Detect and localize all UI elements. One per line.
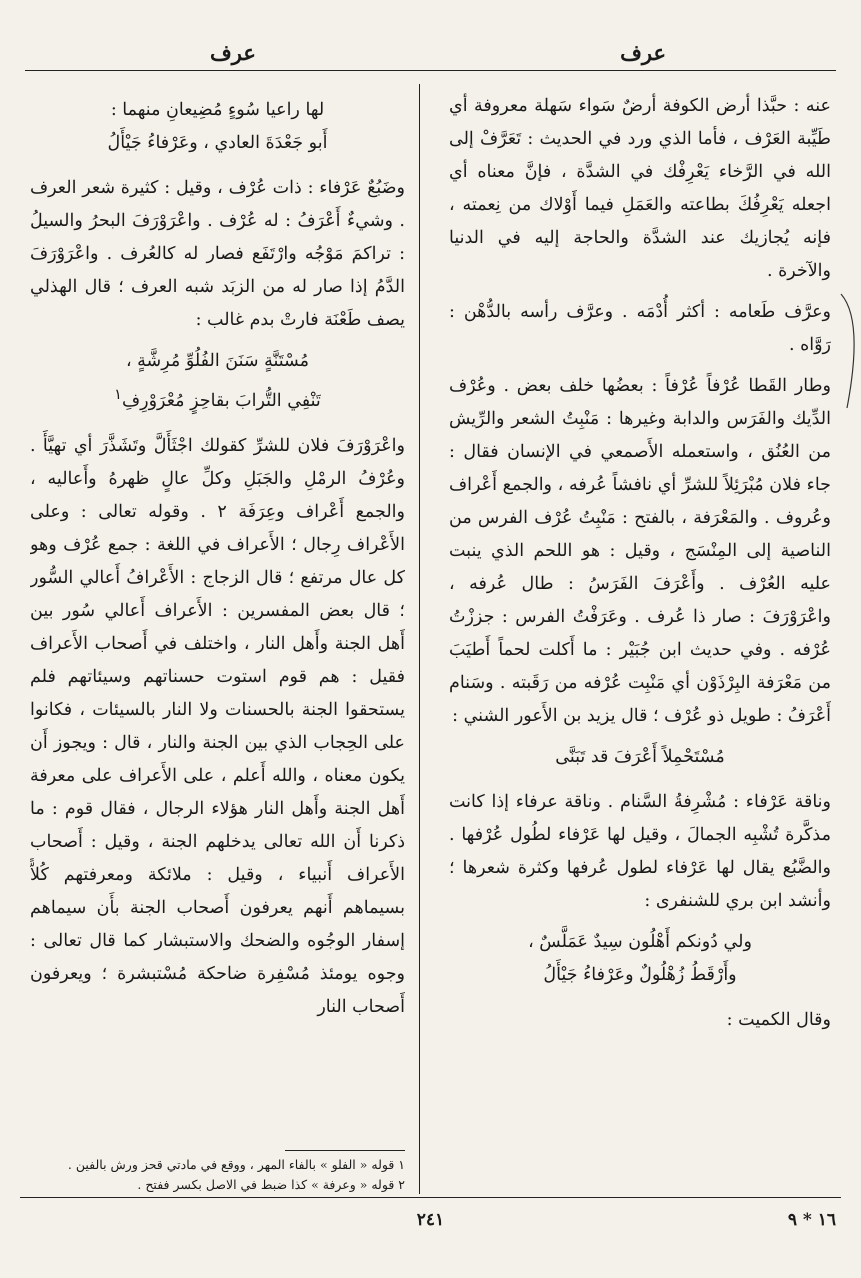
column-divider	[419, 84, 420, 1194]
verse	[449, 926, 831, 992]
verse-line: مُسْتَنَّةٍ سَنَنَ الفُلُوِّ مُرِشَّةٍ ،	[125, 351, 310, 371]
footnote-marker: ١	[114, 386, 123, 403]
paragraph: وقال الكميت :	[726, 1010, 831, 1030]
header-word-right: عرف	[620, 40, 666, 65]
header-rule	[25, 70, 836, 71]
signature-mark: ١٦ * ٩	[787, 1210, 836, 1230]
verse-line: ولي دُونكم أَهْلُون سِيدٌ عَمَلَّسٌ ،	[528, 932, 752, 952]
verse-line	[30, 378, 405, 418]
margin-pen-mark	[839, 290, 861, 410]
right-column	[449, 90, 831, 1195]
verse	[449, 741, 831, 774]
footer-rule	[20, 1197, 841, 1198]
header-word-left: عرف	[210, 40, 256, 65]
paragraph: واعْرَوْرَفَ فلان للشرِّ كقولك اجْثَأَلَّ وتَشَذَّرَ أي تهيَّأَ . وعُرْفُ الرمْلِ والجَبَلِ وكلِّ عالٍ ظهرهُ وأَعاليه ، والجمع أَعْراف وعِرَفَة ٢ . وقوله تعالى : وعلى الأَعْراف رِجال ؛ الأَعراف في اللغة : جمع عُرْف وهو كل عال مرتفع ؛ قال الزجاج : الأَعْرافُ أَعالي السُّور ؛ قال بعض المفسرين : الأَعراف أَعالي سُور بين أَهل الجنة وأَهل النار ، واختلف في أَصحاب الأَعراف فقيل : هم قوم استوت حسناتهم وسيئاتهم فلم يستحقوا الجنة بالحسنات ولا النار بالسيئات ، فكانوا على الحِجاب الذي بين الجنة والنار ، قال : ويجوز أَن يكون معناه ، والله أَعلم ، على الأَعراف على معرفة أَهل الجنة وأَهل النار هؤلاء الرجال ، فقال قوم : ما ذكرنا أَن الله تعالى يدخلهم الجنة ، وقيل : أَصحاب الأَعراف أَنبياء ، وقيل : ملائكة ومعرفتهم كُلاًّ بسيماهم أَنهم يعرفون أَصحاب الجنة بأَن سيماهم إسفار الوجُوه والضحك والاستبشار كما قال تعالى : وجوه يومئذ مُسْفِرة ضاحكة مُسْتبشرة ؛ ويعرفون أَصحاب النار	[30, 435, 405, 1017]
paragraph: وطار القَطا عُرْفاً عُرْفاً : بعضُها خلف بعض . وعُرْف الدِّيك والفَرَس والدابة وغيرها : مَنْبِتُ الشعر والرِّيش من العُنُق ، واستعمله الأَصمعي في الإنسان فقال : جاء فلان مُبْرَئِلاً للشرِّ أي نافشاً عُرفه ، والجمع أَعْراف وعُروف . والمَعْرَفة ، بالفتح : مَنْبِتُ عُرْف الفرس من الناصية إلى المِنْسَج ، وقيل : هو اللحم الذي ينبت عليه العُرْف . وأَعْرَفَ الفَرَسُ : طال عُرفه ، واعْرَوْرَفَ : صار ذا عُرف . وعَرَفْتُ الفرس : جززْتُ عُرْفه . وفي حديث ابن جُبَيْر : ما أَكلت لحماً أَطيَبَ من مَعْرَفة البِرْذَوْن أي مَنْبِت عُرْفه من رَقَبته . وسَنام أَعْرَفُ : طويل ذو عُرْف ؛ قال يزيد بن الأَعور الشني :	[449, 376, 831, 726]
paragraph: عنه : حبَّذا أرض الكوفة أرضٌ سَواء سَهلة معروفة أي طَيِّبة العَرْف ، فأما الذي ورد في الحديث : تَعَرَّفْ إلى الله في الرَّخاء يَعْرِفْك في الشدَّة ، فإنَّ معناه أي اجعله يَعْرِفُكَ بطاعته والعَمَلِ فيما أَوْلاك من نِعمته ، فإنه يُجازيك عند الشدَّة والحاجة إليه في الدنيا والآخرة .	[449, 96, 831, 281]
paragraph: وضَبُعٌ عَرْفاء : ذات عُرْف ، وقيل : كثيرة شعر العرف . وشيءٌ أَعْرَفُ : له عُرْف . واعْرَوْرَفَ البحرُ والسيلُ : تراكمَ مَوْجُه وارْتَفَع فصار له كالعُرف . واعْرَوْرَفَ الدَّمُ إذا صار له من الزبَد شبه العرف ؛ قال الهذلي يصف طَعْنَة فارتْ بدم غالب :	[30, 178, 405, 330]
left-column	[30, 90, 405, 1195]
verse	[30, 345, 405, 418]
verse	[30, 94, 405, 160]
verse-line: وأَرْقَطُ زُهْلُولٌ وعَرْفاءُ جَيْأَلُ	[543, 965, 737, 985]
verse-line: لها راعيا سُوءٍ مُضِيعانِ منهما :	[110, 100, 325, 120]
verse-line: أَبو جَعْدَةَ العادي ، وعَرْفاءُ جَيْأَلُ	[107, 133, 328, 153]
verse-text: تَنْفِي التُّرابَ بقاحِزٍ مُعْرَوْرِفِ	[122, 390, 321, 411]
paragraph: وعرَّف طَعامه : أكثر أُدْمَه . وعرَّف رأسه بالدُّهْن : رَوَّاه .	[449, 302, 831, 355]
page-number: ٢٤١	[416, 1210, 445, 1230]
footnote-rule	[285, 1150, 405, 1151]
verse-line: مُسْتَحْمِلاً أَعْرَفَ قد تَبَنَّى	[555, 747, 725, 767]
footnote: ١ قوله « الفلو » بالفاء المهر ، ووقع في مادتي قحز ورش بالفين .	[67, 1157, 405, 1172]
footnotes	[30, 1150, 405, 1195]
footnote: ٢ قوله « وعرفة » كذا ضبط في الاصل بكسر ففتح .	[137, 1177, 405, 1192]
paragraph: وناقة عَرْفاء : مُشْرِفةُ السَّنام . وناقة عرفاء إذا كانت مذكَّرة تُشْبِه الجمالَ ، وقيل لها عَرْفاء لطُول عُرْفها . والضَّبُع يقال لها عَرْفاء لطول عُرفها وكثرة شعرها ؛ وأنشد ابن بري للشنفرى :	[449, 792, 831, 911]
